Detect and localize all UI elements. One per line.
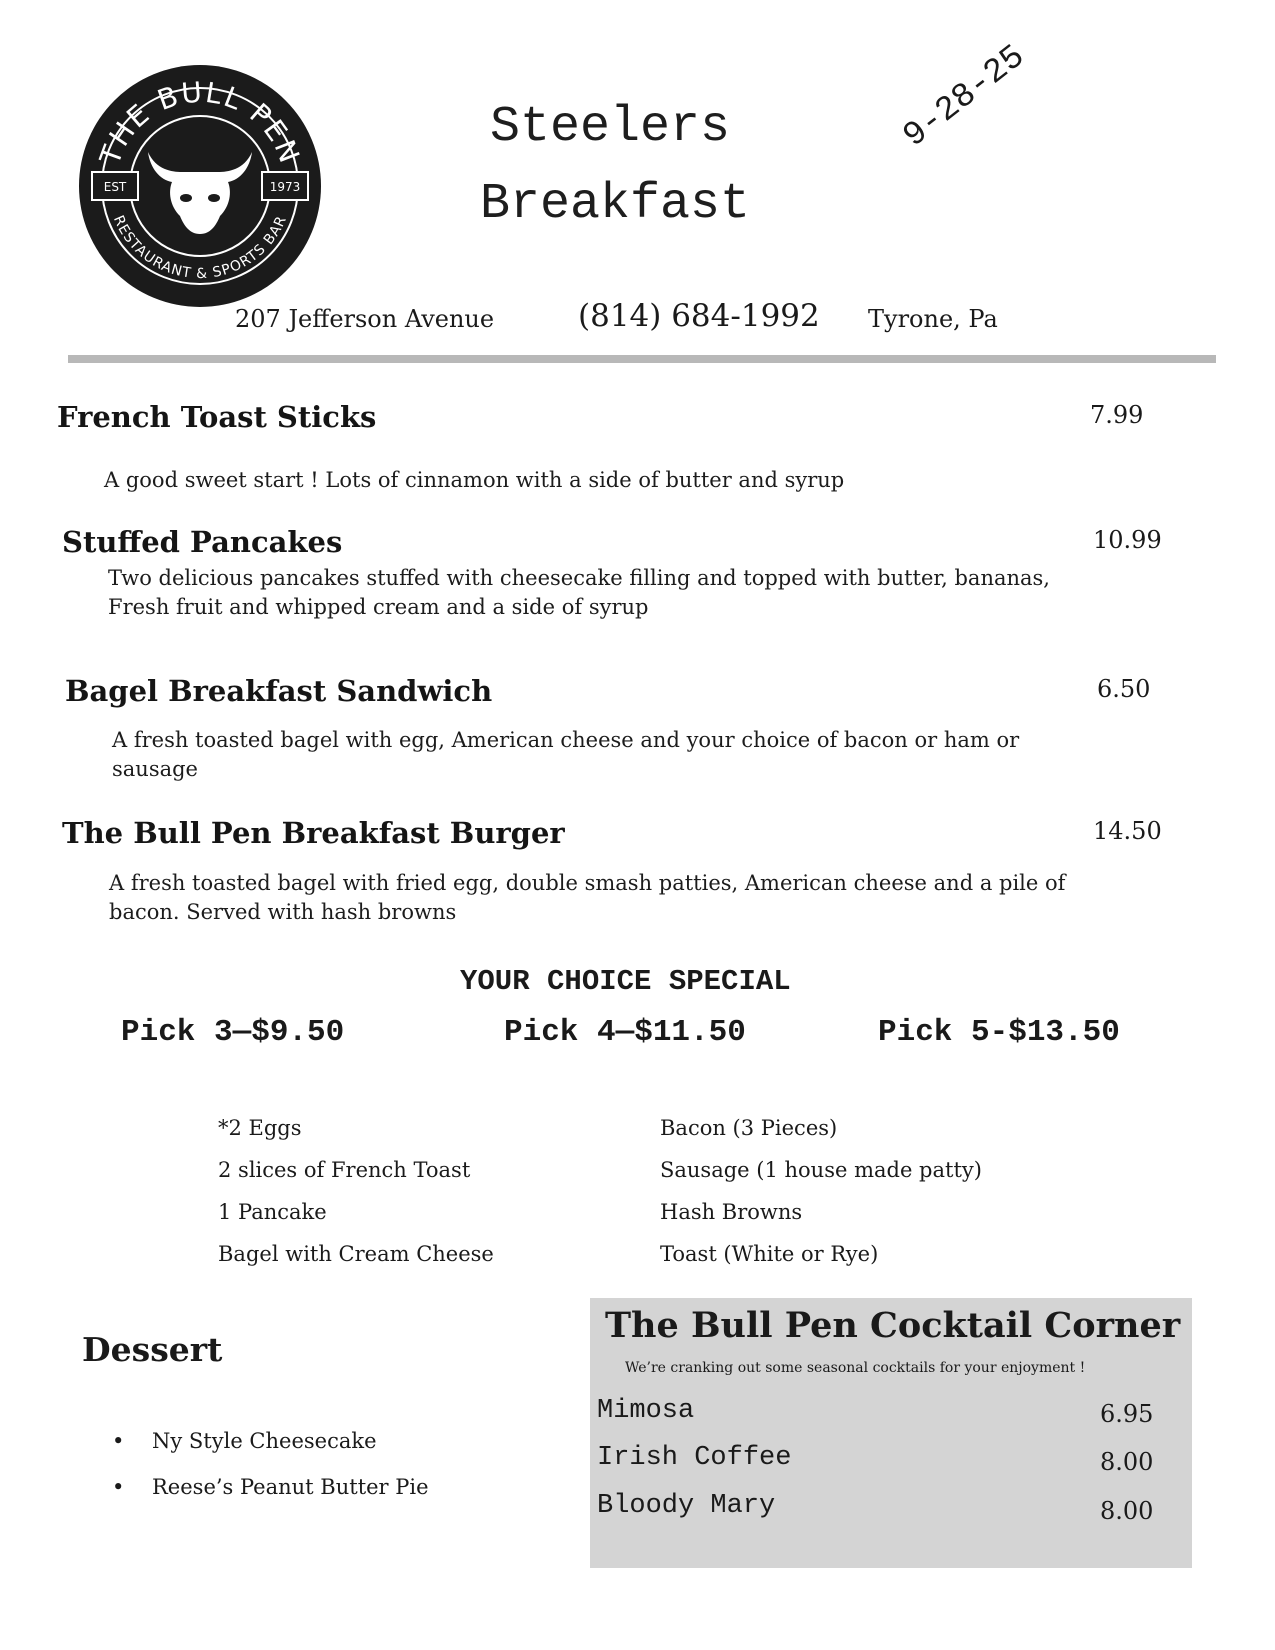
cocktail-price: 8.00 [1100, 1497, 1154, 1525]
page-title-line1: Steelers [490, 99, 731, 156]
special-options-right [660, 1107, 982, 1275]
logo-est-label: EST [103, 180, 127, 194]
cocktail-price: 8.00 [1100, 1448, 1154, 1476]
special-heading: YOUR CHOICE SPECIAL [460, 965, 791, 998]
menu-item-name: The Bull Pen Breakfast Burger [62, 816, 565, 850]
cocktail-price: 6.95 [1100, 1400, 1154, 1428]
dessert-title: Dessert [82, 1330, 223, 1369]
cocktail-corner-title: The Bull Pen Cocktail Corner [605, 1305, 1181, 1346]
list-item: Bagel with Cream Cheese [218, 1242, 494, 1266]
city-state: Tyrone, Pa [868, 305, 998, 333]
bull-pen-logo [78, 64, 322, 308]
street-address: 207 Jefferson Avenue [235, 305, 495, 333]
cocktail-name: Bloody Mary [597, 1491, 776, 1521]
menu-item-description: A good sweet start ! Lots of cinnamon with a side of butter and syrup [104, 468, 845, 492]
menu-date: 9-28-25 [896, 38, 1033, 156]
dessert-list [112, 1418, 429, 1510]
pick-option: Pick 5-$13.50 [878, 1015, 1120, 1050]
menu-item-price: 14.50 [1093, 817, 1162, 845]
pick-option: Pick 4—$11.50 [504, 1015, 746, 1050]
cocktail-name: Irish Coffee [597, 1443, 792, 1473]
cocktail-name: Mimosa [597, 1396, 695, 1426]
header-divider [68, 355, 1216, 363]
list-item: Hash Browns [660, 1200, 803, 1224]
list-item: *2 Eggs [218, 1116, 302, 1140]
menu-item-name: French Toast Sticks [57, 400, 377, 434]
pick-option: Pick 3—$9.50 [121, 1015, 345, 1050]
menu-item-price: 10.99 [1093, 526, 1162, 554]
menu-item-name: Stuffed Pancakes [62, 525, 343, 559]
logo-top-text: THE BULL PEN [93, 75, 307, 169]
special-options-left [218, 1107, 494, 1275]
page-title-line2: Breakfast [480, 176, 751, 233]
logo-est-year: 1973 [269, 180, 301, 194]
list-item: 1 Pancake [218, 1200, 327, 1224]
list-item: Sausage (1 house made patty) [660, 1158, 982, 1182]
list-item: Bacon (3 Pieces) [660, 1116, 838, 1140]
menu-item-description: A fresh toasted bagel with fried egg, double smash patties, American cheese and a pile of bacon. Served with hash browns [109, 871, 1066, 924]
menu-item-price: 7.99 [1090, 401, 1144, 429]
list-item: 2 slices of French Toast [218, 1158, 471, 1182]
cocktail-corner-subtitle: We’re cranking out some seasonal cocktails for your enjoyment ! [625, 1360, 1086, 1376]
menu-item-name: Bagel Breakfast Sandwich [65, 674, 493, 708]
menu-item-description: A fresh toasted bagel with egg, American cheese and your choice of bacon or ham or sausage [112, 728, 1020, 781]
phone-number: (814) 684-1992 [578, 298, 820, 334]
list-item: Toast (White or Rye) [660, 1242, 879, 1266]
list-item: • Ny Style Cheesecake [112, 1418, 429, 1464]
menu-item-price: 6.50 [1097, 675, 1151, 703]
logo-bottom-text: RESTAURANT & SPORTS BAR [109, 213, 291, 283]
list-item: • Reese’s Peanut Butter Pie [112, 1464, 429, 1510]
menu-item-description: Two delicious pancakes stuffed with cheesecake filling and topped with butter, bananas, Fresh fruit and whipped cream and a side of syrup [108, 566, 1050, 619]
